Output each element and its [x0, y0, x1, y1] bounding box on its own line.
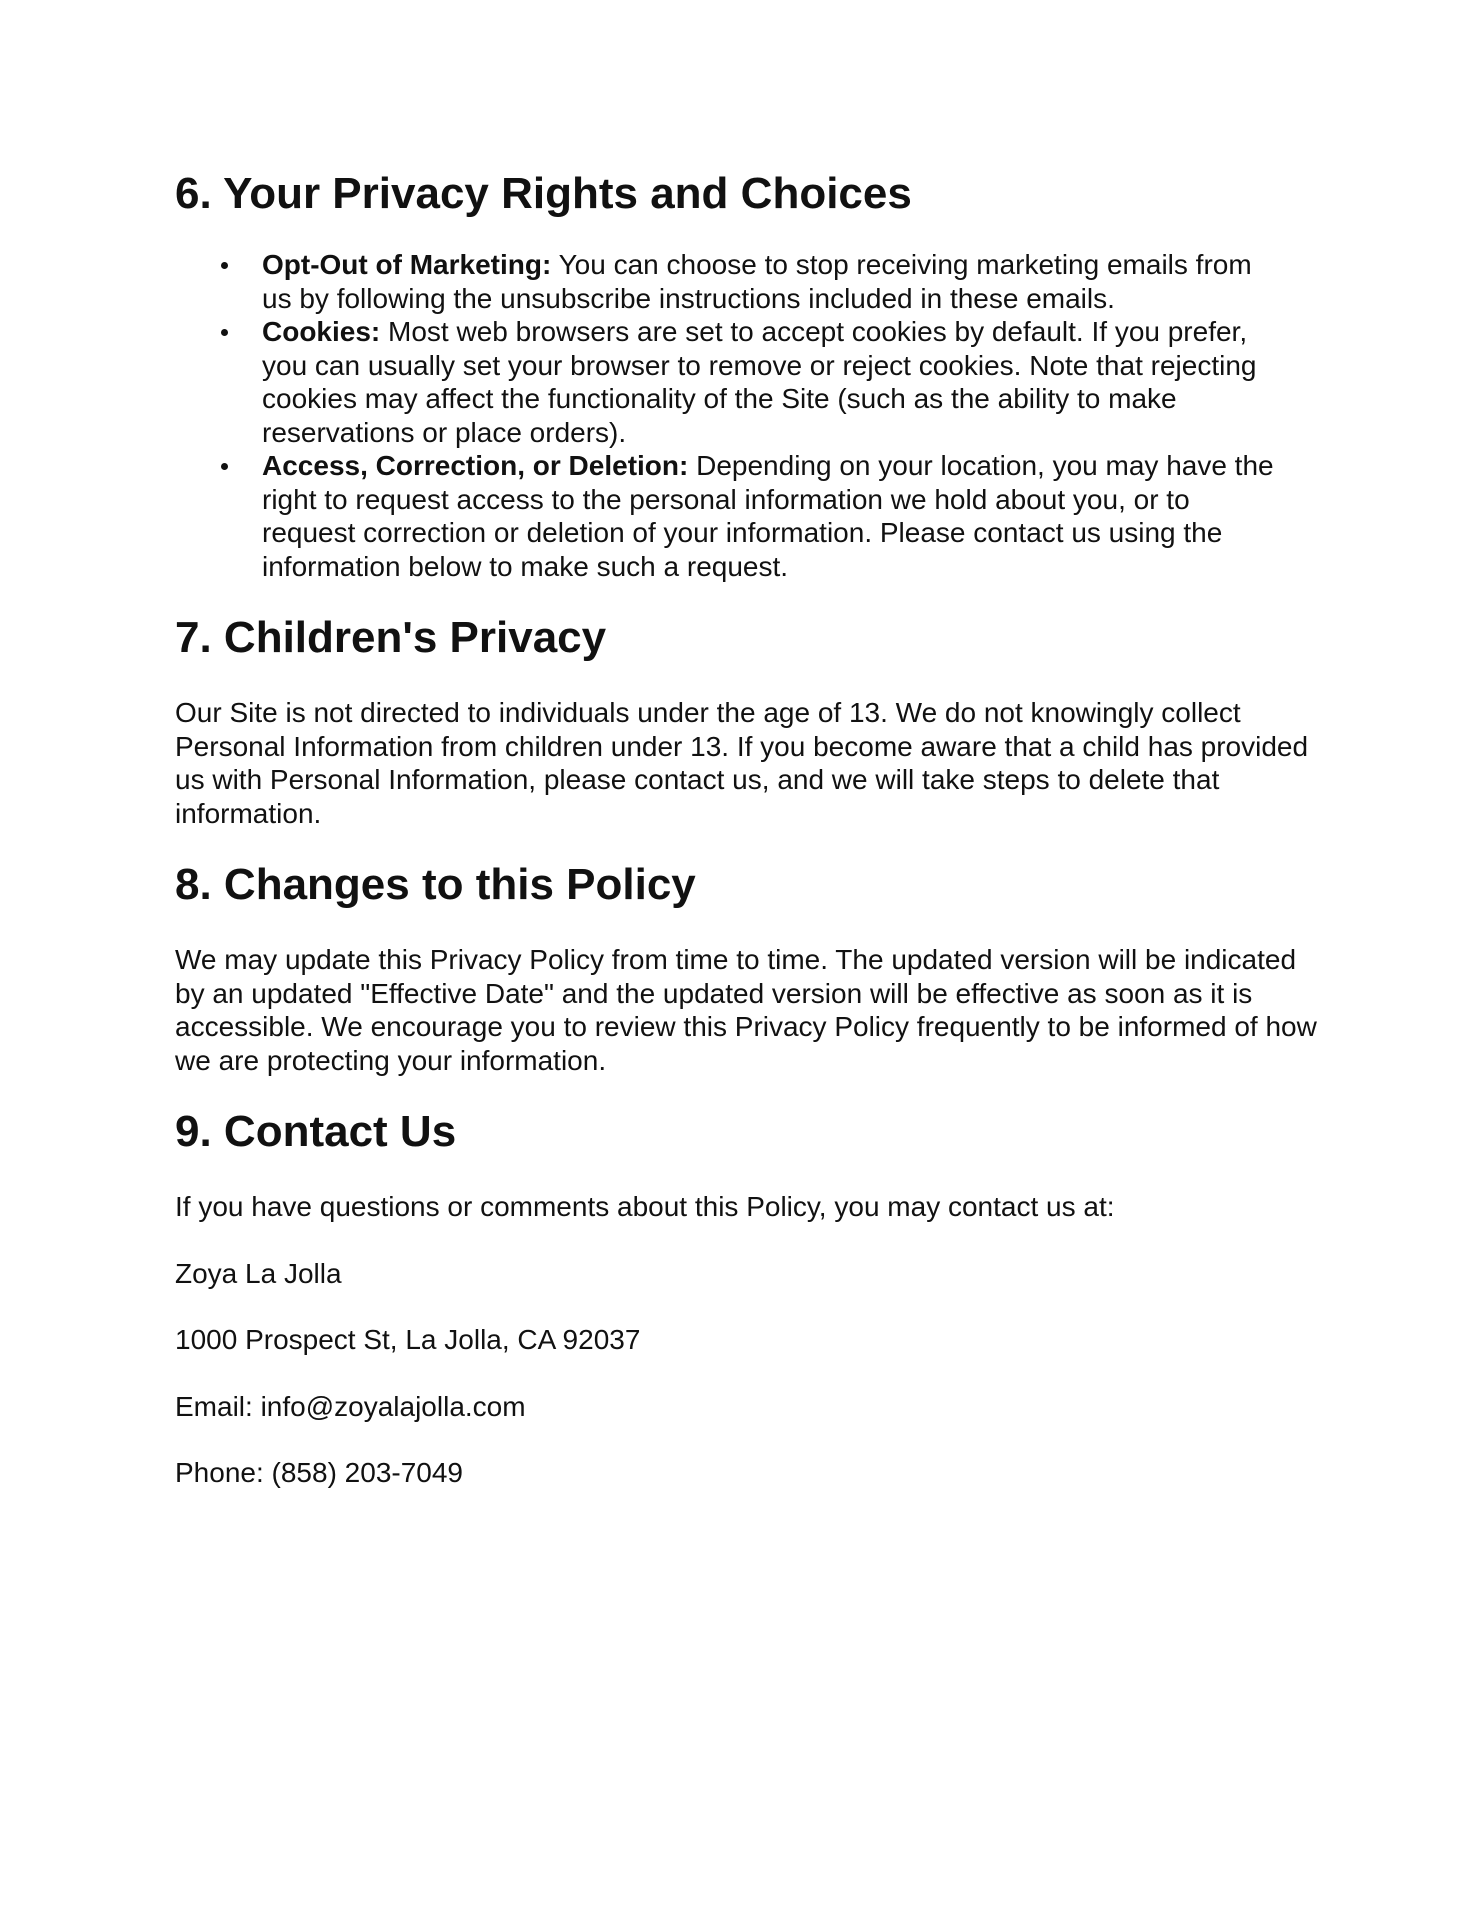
- section-title-childrens-privacy: 7. Children's Privacy: [175, 613, 607, 662]
- list-item-cookies: [262, 315, 1287, 449]
- list-item-term: Cookies:: [262, 316, 381, 347]
- list-item-opt-out: [262, 248, 1287, 315]
- list-item-text: You can choose to stop receiving marketing emails from us by following the unsubscribe instructions included in these emails.: [262, 249, 1252, 314]
- section-title-privacy-rights: 6. Your Privacy Rights and Choices: [175, 169, 912, 218]
- section-title-policy-changes: 8. Changes to this Policy: [175, 860, 696, 909]
- list-item-term: Opt-Out of Marketing:: [262, 249, 552, 280]
- privacy-rights-list: [175, 248, 1325, 583]
- list-item-term: Access, Correction, or Deletion:: [262, 450, 689, 481]
- list-item-access-correction-deletion: [262, 449, 1287, 583]
- contact-business-name: Zoya La Jolla: [175, 1257, 342, 1289]
- contact-email: Email: info@zoyalajolla.com: [175, 1390, 526, 1422]
- list-item-text: Most web browsers are set to accept cookies by default. If you prefer, you can usually set your browser to remove or reject cookies. Note that rejecting cookies may affect the functionality of the Site (such as the ability to make reservations or place orders).: [262, 316, 1257, 448]
- list-item-text: Depending on your location, you may have the right to request access to the personal information we hold about you, or to request correction or deletion of your information. Please contact us using the information below to make such a request.: [262, 450, 1274, 582]
- contact-phone: Phone: (858) 203-7049: [175, 1457, 463, 1488]
- childrens-privacy-paragraph: Our Site is not directed to individuals under the age of 13. We do not knowingly collect Personal Information from children under 13. If you become aware that a child has provided us with Personal Information, please contact us, and we will take steps to delete that information.: [175, 697, 1309, 829]
- policy-changes-paragraph: We may update this Privacy Policy from time to time. The updated version will be indicated by an updated "Effective Date" and the updated version will be effective as soon as it is accessible. We encourage you to review this Privacy Policy frequently to be informed of how we are protecting your information.: [175, 944, 1317, 1076]
- contact-address: 1000 Prospect St, La Jolla, CA 92037: [175, 1324, 641, 1355]
- privacy-policy-page: [175, 168, 1325, 1490]
- contact-intro-paragraph: If you have questions or comments about this Policy, you may contact us at:: [175, 1191, 1115, 1222]
- section-title-contact-us: 9. Contact Us: [175, 1107, 457, 1156]
